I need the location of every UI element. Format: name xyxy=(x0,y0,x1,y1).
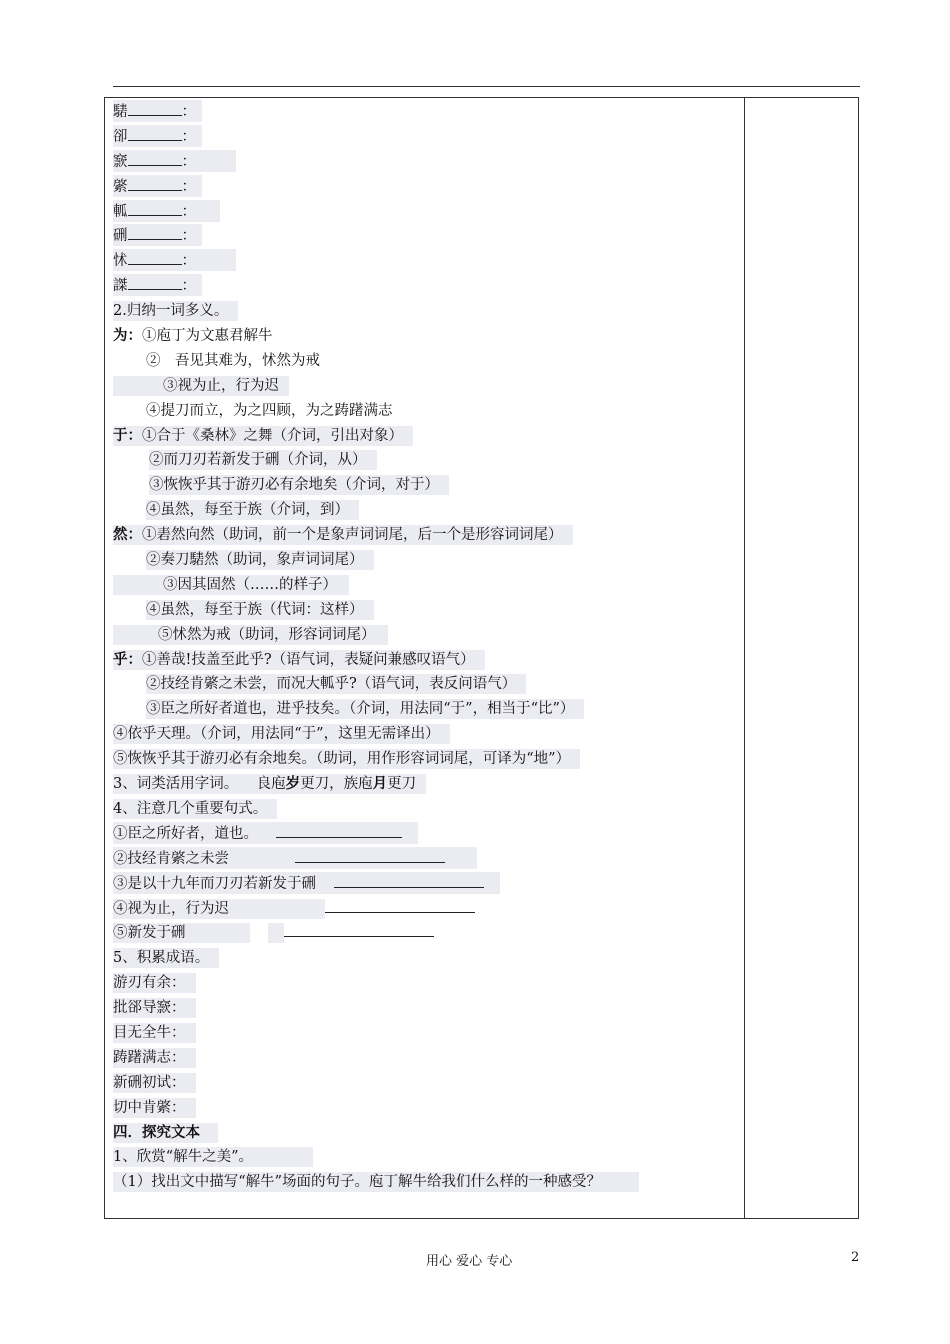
idiom-line: 批郤导窾： xyxy=(113,996,733,1021)
answer-blank[interactable] xyxy=(325,897,475,913)
colon: ： xyxy=(181,153,196,170)
vocab-char: 騞 xyxy=(113,104,128,120)
section-title: 4、注意几个重要句式。 xyxy=(113,797,733,822)
vocab-char: 軱 xyxy=(113,203,128,220)
colon: ： xyxy=(181,228,196,245)
polysemy-head: 于： xyxy=(113,426,142,444)
vocab-line xyxy=(113,224,733,249)
sentence-text: ②技经肯綮之未尝 xyxy=(113,850,229,867)
polysemy-item: ④提刀而立，为之四顾，为之踌躇满志 xyxy=(146,402,393,419)
sentence-pattern-line xyxy=(113,872,733,897)
colon: ： xyxy=(181,128,196,145)
sentence-text: ⑤新发于硎 xyxy=(113,925,186,942)
polysemy-item: ①砉然向然（助词，前一个是象声词词尾，后一个是形容词词尾） xyxy=(142,527,563,544)
polysemy-line xyxy=(113,498,733,523)
vocab-char: 怵 xyxy=(113,253,128,270)
sentence-pattern-line xyxy=(113,897,733,922)
polysemy-line xyxy=(113,548,733,573)
section-title: 5、积累成语。 xyxy=(113,946,733,971)
colon: ： xyxy=(181,203,196,220)
polysemy-line xyxy=(113,374,733,399)
polysemy-line xyxy=(113,399,733,424)
vocab-line xyxy=(113,125,733,150)
answer-blank[interactable] xyxy=(128,125,182,141)
idiom-line: 切中肯綮： xyxy=(113,1096,733,1121)
polysemy-item: ⑤怵然为戒（助词，形容词词尾） xyxy=(113,625,388,645)
worksheet-content xyxy=(113,100,733,1195)
polysemy-line xyxy=(113,349,733,374)
vocab-line xyxy=(113,274,733,299)
table-column-divider xyxy=(744,97,745,1219)
polysemy-line xyxy=(113,697,733,722)
vocab-char: 綮 xyxy=(113,178,128,195)
vocab-char: 謋 xyxy=(113,278,128,295)
polysemy-head: 为： xyxy=(113,327,142,345)
polysemy-item: ②奏刀騞然（助词，象声词词尾） xyxy=(146,550,374,570)
vocab-line xyxy=(113,100,733,125)
polysemy-item: ② 吾见其难为，怵然为戒 xyxy=(146,352,320,369)
sentence-text: 更刀，族庖 xyxy=(300,776,373,793)
answer-blank[interactable] xyxy=(334,872,484,888)
polysemy-head: 然： xyxy=(113,526,142,544)
polysemy-line xyxy=(113,623,733,648)
sentence-pattern-line xyxy=(113,921,733,946)
section-heading: 四．探究文本 xyxy=(113,1121,733,1146)
polysemy-item: ④依乎天理。（介词，用法同“于”，这里无需译出） xyxy=(113,724,450,744)
question-line: （1）找出文中描写“解牛”场面的句子。庖丁解牛给我们什么样的一种感受？ xyxy=(113,1170,733,1195)
vocab-line xyxy=(113,200,733,225)
polysemy-item: ②技经肯綮之未尝，而况大軱乎?（语气词，表反问语气） xyxy=(146,674,526,694)
answer-blank[interactable] xyxy=(128,100,182,116)
idiom-line: 新硎初试： xyxy=(113,1071,733,1096)
answer-blank[interactable] xyxy=(128,200,182,216)
polysemy-item: ③臣之所好者道也，进乎技矣。（介词，用法同“于”，相当于“比”） xyxy=(146,699,584,719)
section-title: 2.归纳一词多义。 xyxy=(113,299,733,324)
polysemy-line xyxy=(113,598,733,623)
idiom-line: 踌躇满志： xyxy=(113,1046,733,1071)
answer-blank[interactable] xyxy=(128,175,182,191)
header-rule xyxy=(113,86,860,87)
footer-motto: 用心 爱心 专心 xyxy=(426,1254,513,1269)
polysemy-head: 乎： xyxy=(113,650,142,668)
idiom-line: 游刃有余： xyxy=(113,971,733,996)
vocab-char: 卻 xyxy=(113,128,128,145)
vocab-line xyxy=(113,150,733,175)
polysemy-line xyxy=(113,573,733,598)
sentence-text: ①臣之所好者，道也。 xyxy=(113,825,258,842)
polysemy-item: ①善哉!技盖至此乎?（语气词，表疑问兼感叹语气） xyxy=(142,651,475,668)
vocab-line xyxy=(113,175,733,200)
section-title: 3、词类活用字词。 xyxy=(113,776,239,793)
polysemy-line xyxy=(113,523,733,548)
polysemy-item: ③视为止，行为迟 xyxy=(113,376,289,396)
polysemy-item: ⑤恢恢乎其于游刃必有余地矣。（助词，用作形容词词尾，可译为“地”） xyxy=(113,749,580,769)
colon: ： xyxy=(181,253,196,270)
vocab-char: 窾 xyxy=(113,153,128,170)
polysemy-line xyxy=(113,648,733,673)
polysemy-item: ①合于《桑林》之舞（介词，引出对象） xyxy=(142,427,403,444)
sentence-text: 更刀 xyxy=(387,776,417,793)
idiom-line: 目无全牛： xyxy=(113,1021,733,1046)
sentence-text: ③是以十九年而刀刃若新发于硎 xyxy=(113,875,316,892)
answer-blank[interactable] xyxy=(276,822,402,838)
polysemy-line xyxy=(113,448,733,473)
sentence-text: ④视为止，行为迟 xyxy=(113,900,229,917)
key-word: 月 xyxy=(372,775,388,793)
page-number: 2 xyxy=(851,1250,860,1265)
answer-blank[interactable] xyxy=(128,274,182,290)
colon: ： xyxy=(181,104,196,120)
polysemy-line xyxy=(113,722,733,747)
polysemy-line xyxy=(113,672,733,697)
answer-blank[interactable] xyxy=(284,921,434,937)
answer-blank[interactable] xyxy=(128,150,182,166)
polysemy-item: ②而刀刃若新发于硎（介词，从） xyxy=(149,450,377,470)
sentence-text: 良庖 xyxy=(256,776,286,793)
key-word: 岁 xyxy=(285,775,301,793)
polysemy-item: ④虽然，每至于族（代词：这样） xyxy=(146,600,374,620)
word-class-line xyxy=(113,772,733,797)
polysemy-item: ④虽然，每至于族（介词，到） xyxy=(146,500,359,520)
answer-blank[interactable] xyxy=(295,847,445,863)
polysemy-line xyxy=(113,747,733,772)
polysemy-item: ③恢恢乎其于游刃必有余地矣（介词，对于） xyxy=(149,475,449,495)
answer-blank[interactable] xyxy=(128,224,182,240)
polysemy-line xyxy=(113,324,733,349)
vocab-line xyxy=(113,249,733,274)
sentence-pattern-line xyxy=(113,822,733,847)
colon: ： xyxy=(181,278,196,295)
answer-blank[interactable] xyxy=(128,249,182,265)
polysemy-line xyxy=(113,473,733,498)
colon: ： xyxy=(181,178,196,195)
subsection-title: 1、欣赏“解牛之美”。 xyxy=(113,1145,733,1170)
sentence-pattern-line xyxy=(113,847,733,872)
polysemy-item: ③因其固然（……的样子） xyxy=(113,575,349,595)
polysemy-line xyxy=(113,424,733,449)
polysemy-item: ①庖丁为文惠君解牛 xyxy=(142,328,273,345)
vocab-char: 硎 xyxy=(113,228,128,245)
